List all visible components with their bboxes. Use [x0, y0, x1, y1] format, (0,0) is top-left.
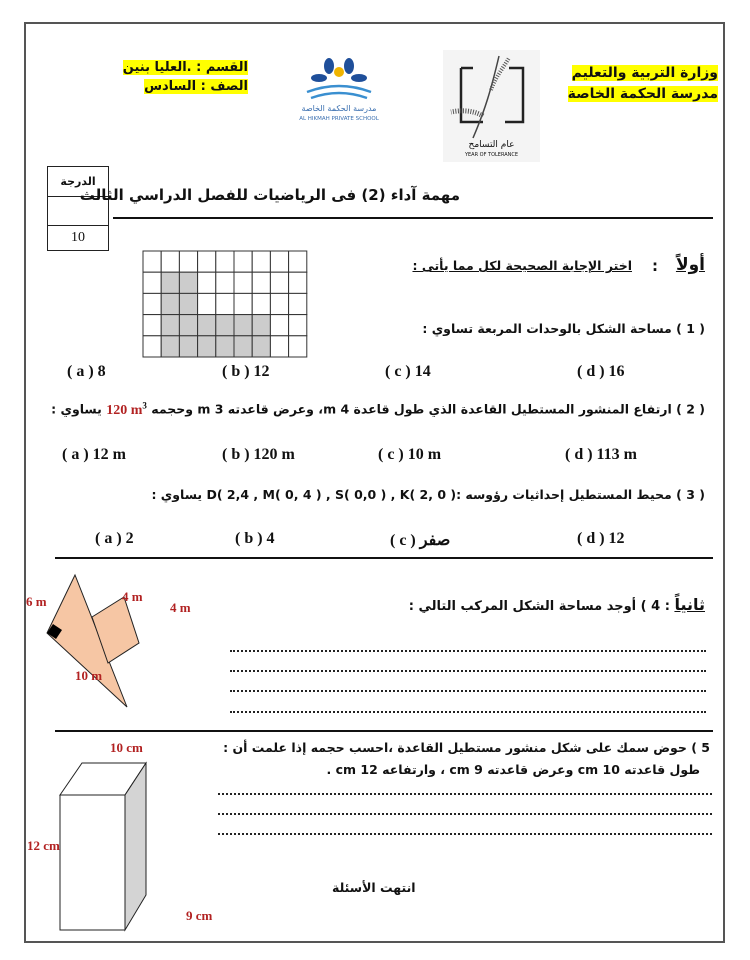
grid-cell — [143, 251, 161, 272]
grade-box — [47, 166, 109, 251]
answer-line[interactable] — [218, 833, 712, 835]
grid-cell-shaded — [234, 336, 252, 357]
grid-cell — [270, 251, 288, 272]
grid-cell — [216, 272, 234, 293]
grid-cell — [252, 293, 270, 314]
section1-colon: : — [652, 257, 658, 275]
ministry-name: وزارة التربية والتعليم — [571, 65, 718, 81]
page-title: مهمة آداء (2) فى الرياضيات للفصل الدراسي الثالث — [79, 186, 460, 204]
q2-option-b[interactable]: ( b ) 120 m — [222, 446, 295, 463]
q1-option-b[interactable]: ( b ) 12 — [222, 363, 270, 380]
area-grid-figure — [142, 250, 308, 358]
grid-cell — [143, 336, 161, 357]
label-9cm: 9 cm — [186, 908, 213, 923]
q3-option-b[interactable]: ( b ) 4 — [235, 530, 275, 547]
prism-figure — [50, 755, 160, 940]
grid-cell-shaded — [216, 336, 234, 357]
grid-cell — [198, 272, 216, 293]
grid-cell — [270, 336, 288, 357]
section1-instruction: اختر الإجابة الصحيحة لكل مما يأتى : — [412, 258, 632, 273]
school-name: مدرسة الحكمة الخاصة — [567, 86, 718, 102]
grid-cell — [270, 272, 288, 293]
answer-line[interactable] — [230, 650, 706, 652]
question-2-text: ( 2 ) ارتفاع المنشور المستطيل القاعدة الذي طول قاعدة 4 m، وعرض قاعدته 3 m وحجمه 120 $m^3$ يساوي : — [51, 400, 705, 418]
grid-cell — [234, 272, 252, 293]
grid-cell — [143, 293, 161, 314]
grid-cell — [143, 315, 161, 336]
grade-total: 10 — [48, 226, 109, 251]
answer-line[interactable] — [218, 813, 712, 815]
grid-cell — [289, 251, 307, 272]
grid-cell-shaded — [179, 272, 197, 293]
section1-heading: أولاً — [675, 255, 705, 275]
question-3-text: ( 3 ) محيط المستطيل إحداثيات رؤوسه :( D( 2,4 , M( 0, 4 ) , S( 0,0 ) , K( 2, 0 يساوي : — [151, 487, 705, 502]
school-logo — [285, 58, 393, 128]
grid-cell-shaded — [161, 272, 179, 293]
grid-cell — [216, 251, 234, 272]
grid-cell — [161, 251, 179, 272]
label-4m-top: 4 m — [122, 589, 143, 604]
grid-cell-shaded — [198, 336, 216, 357]
q1-option-c[interactable]: ( c ) 14 — [385, 363, 431, 380]
grid-cell — [252, 272, 270, 293]
grid-cell — [198, 251, 216, 272]
grid-cell — [179, 251, 197, 272]
label-10m: 10 m — [75, 668, 103, 683]
section2-question: ثانياً : 4 ) أوجد مساحة الشكل المركب التالي : — [408, 595, 705, 614]
question-5-line2: طول قاعدته 10 cm وعرض قاعدته 9 cm ، وارتفاعه 12 cm . — [326, 762, 700, 777]
label-12cm: 12 cm — [27, 838, 60, 853]
tolerance-logo-en: YEAR OF TOLERANCE — [464, 152, 519, 158]
grid-cell-shaded — [161, 315, 179, 336]
answer-line[interactable] — [230, 690, 706, 692]
grid-cell-shaded — [161, 336, 179, 357]
grid-cell-shaded — [252, 336, 270, 357]
section-divider-1 — [55, 557, 713, 559]
grid-cell — [216, 293, 234, 314]
q1-option-d[interactable]: ( d ) 16 — [577, 363, 625, 380]
end-of-questions: انتهت الأسئلة — [332, 880, 416, 895]
q3-option-c[interactable]: ( c ) صفر — [390, 532, 451, 549]
grid-cell — [270, 315, 288, 336]
q2-option-c[interactable]: ( c ) 10 m — [378, 446, 442, 463]
title-divider — [113, 217, 713, 219]
grid-cell — [270, 293, 288, 314]
answer-line[interactable] — [230, 711, 706, 713]
composite-shape-figure — [0, 560, 230, 720]
grid-cell-shaded — [179, 315, 197, 336]
answer-line[interactable] — [230, 670, 706, 672]
grid-cell — [234, 293, 252, 314]
section-divider-2 — [55, 730, 713, 732]
q3-option-d[interactable]: ( d ) 12 — [577, 530, 625, 547]
grid-cell — [289, 336, 307, 357]
q2-option-a[interactable]: ( a ) 12 m — [62, 446, 126, 463]
grid-cell — [289, 315, 307, 336]
school-logo-ar: مدرسة الحكمة الخاصة — [301, 104, 377, 113]
q3-option-a[interactable]: ( a ) 2 — [95, 530, 134, 547]
grid-cell-shaded — [216, 315, 234, 336]
label-6m: 6 m — [26, 594, 47, 609]
grade-label: الدرجة — [48, 167, 109, 197]
grid-cell-shaded — [161, 293, 179, 314]
grid-cell-shaded — [179, 293, 197, 314]
grid-cell-shaded — [179, 336, 197, 357]
grade-level-label: الصف : السادس — [144, 79, 248, 94]
year-of-tolerance-logo — [443, 50, 540, 162]
label-4m-side: 4 m — [170, 600, 191, 615]
grid-cell — [252, 251, 270, 272]
grid-cell-shaded — [198, 315, 216, 336]
q2-volume: 120 $m^3$ — [106, 400, 147, 418]
tolerance-logo-ar: عام التسامح — [468, 140, 515, 150]
school-logo-en: AL HIKMAH PRIVATE SCHOOL — [299, 116, 379, 122]
grid-cell — [198, 293, 216, 314]
grid-cell-shaded — [252, 315, 270, 336]
department-label: القسم : .العليا بنين — [122, 60, 248, 75]
grid-cell — [234, 251, 252, 272]
q2-option-d[interactable]: ( d ) 113 m — [565, 446, 637, 463]
grid-cell — [289, 293, 307, 314]
grid-cell-shaded — [234, 315, 252, 336]
question-5-line1: 5 ) حوض سمك على شكل منشور مستطيل القاعدة ،احسب حجمه إذا علمت أن : — [223, 740, 710, 755]
grid-cell — [143, 272, 161, 293]
question-1-text: ( 1 ) مساحة الشكل بالوحدات المربعة تساوي : — [422, 321, 705, 336]
grid-cell — [289, 272, 307, 293]
label-10cm: 10 cm — [110, 740, 143, 755]
q1-option-a[interactable]: ( a ) 8 — [67, 363, 106, 380]
answer-line[interactable] — [218, 793, 712, 795]
